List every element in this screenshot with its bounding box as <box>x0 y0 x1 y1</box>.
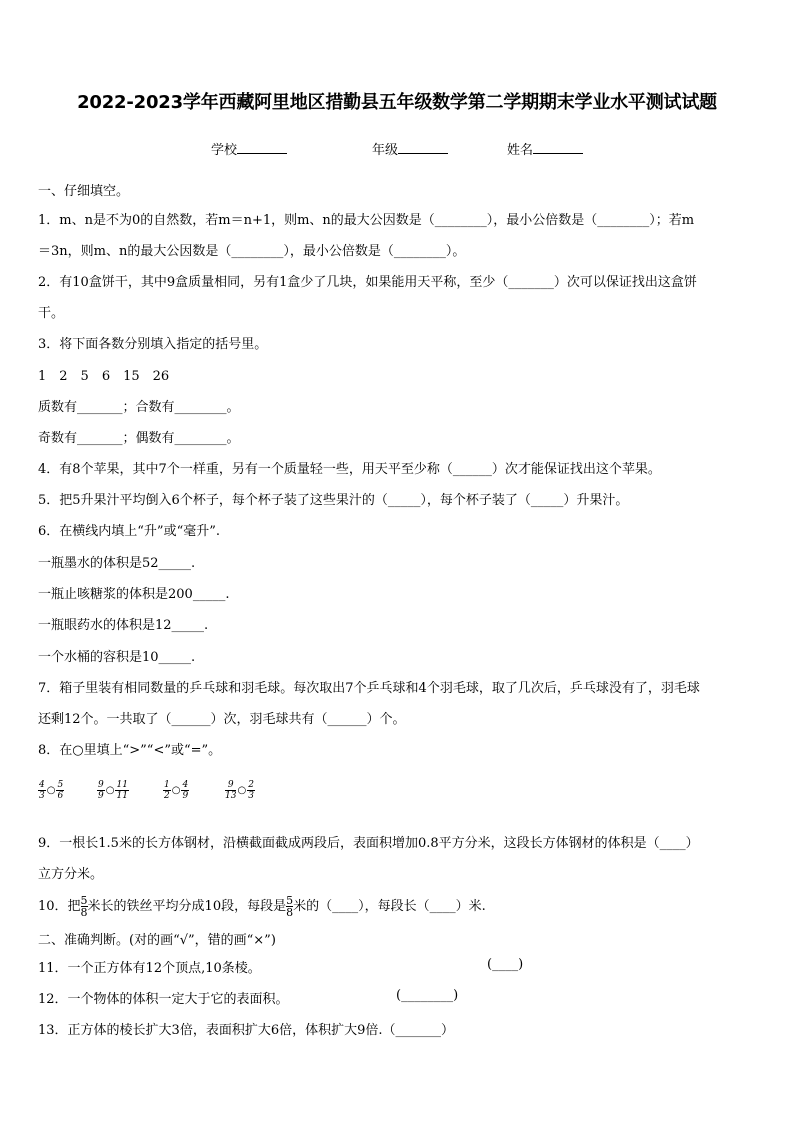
question-1-line-1: 1．m、n是不为0的自然数，若m＝n+1，则m、n的最大公因数是（________），最小公倍数是（________）；若m <box>38 213 695 228</box>
fraction: $\frac{11}{11}$ <box>116 780 128 801</box>
grade-field <box>372 139 448 158</box>
question-7-line-2: 还剩12个。一共取了（______）次，羽毛球共有（______）个。 <box>38 712 406 727</box>
compare-item-3 <box>163 780 189 801</box>
compare-circle[interactable]: ○ <box>237 785 247 796</box>
question-7-line-1: 7．箱子里装有相同数量的乒乓球和羽毛球。每次取出7个乒乓球和4个羽毛球，取了几次后，乒乓球没有了，羽毛球 <box>38 681 700 696</box>
question-2-line-2: 干。 <box>38 306 65 321</box>
school-label: 学校 <box>211 143 238 158</box>
school-field <box>211 139 287 158</box>
compare-circle[interactable]: ○ <box>46 785 56 796</box>
question-11-answer[interactable]: (____) <box>487 957 524 972</box>
question-6-line-1: 6．在横线内填上“升”或“毫升”. <box>38 524 220 539</box>
question-1-line-2: ＝3n，则m、n的最大公因数是（________），最小公倍数是（________）。 <box>38 244 466 259</box>
question-12: 12．一个物体的体积一定大于它的表面积。 <box>38 992 289 1007</box>
grade-blank[interactable] <box>398 140 448 154</box>
question-8-line-1: 8．在○里填上“>”“<”或“=”。 <box>38 743 222 758</box>
name-label: 姓名 <box>507 143 534 158</box>
question-10-middle: 米长的铁丝平均分成10段，每段是 <box>87 899 287 914</box>
fraction: $\frac{1}{2}$ <box>164 780 170 801</box>
question-9-line-1: 9．一根长1.5米的长方体钢材，沿横截面截成两段后，表面积增加0.8平方分米，这段长方体钢材的体积是（____） <box>38 836 699 851</box>
section-heading-2: 二、准确判断。(对的画“√”，错的画“×”) <box>38 933 276 948</box>
fraction: $\frac{4}{3}$ <box>39 780 45 801</box>
grade-label: 年级 <box>372 143 399 158</box>
question-6-eyedrops: 一瓶眼药水的体积是12_____. <box>38 618 209 633</box>
page-title: 2022-2023学年西藏阿里地区措勤县五年级数学第二学期期末学业水平测试试题 <box>77 92 717 113</box>
question-2-line-1: 2．有10盒饼干，其中9盒质量相同，另有1盒少了几块，如果能用天平称，至少（_______）次可以保证找出这盒饼 <box>38 275 697 290</box>
question-12-answer[interactable]: (________) <box>396 988 459 1003</box>
section-heading-1: 一、仔细填空。 <box>38 184 130 199</box>
fraction: $\frac{5}{6}$ <box>57 780 64 801</box>
question-3-line-1: 3．将下面各数分别填入指定的括号里。 <box>38 337 268 352</box>
question-3-odds: 奇数有_______；偶数有________。 <box>38 431 240 446</box>
question-11: 11．一个正方体有12个顶点,10条棱。 <box>38 961 261 976</box>
question-13: 13．正方体的棱长扩大3倍，表面积扩大6倍，体积扩大9倍.（_______） <box>38 1023 454 1038</box>
name-field <box>507 139 583 158</box>
compare-circle[interactable]: ○ <box>105 785 115 796</box>
question-4: 4．有8个苹果，其中7个一样重，另有一个质量轻一些，用天平至少称（______）次才能保证找出这个苹果。 <box>38 462 661 477</box>
fraction: $\frac{9}{9}$ <box>98 780 104 801</box>
question-5: 5．把5升果汁平均倒入6个杯子，每个杯子装了这些果汁的（_____），每个杯子装了（_____）升果汁。 <box>38 493 629 508</box>
question-3-numbers: 1 2 5 6 15 26 <box>38 369 170 384</box>
compare-circle[interactable]: ○ <box>171 785 181 796</box>
compare-item-1 <box>38 780 64 801</box>
compare-item-4 <box>225 780 255 801</box>
question-3-primes: 质数有_______；合数有________。 <box>38 400 240 415</box>
question-10-suffix: 米的（____），每段长（____）米. <box>293 899 486 914</box>
fraction: $\frac{5}{8}$ <box>286 894 294 919</box>
fraction: $\frac{5}{8}$ <box>80 894 88 919</box>
question-6-ink: 一瓶墨水的体积是52_____. <box>38 556 196 571</box>
question-6-bucket: 一个水桶的容积是10_____. <box>38 650 196 665</box>
compare-item-2 <box>97 780 129 801</box>
fraction: $\frac{2}{3}$ <box>248 780 254 801</box>
school-blank[interactable] <box>237 140 287 154</box>
question-6-syrup: 一瓶止咳糖浆的体积是200_____. <box>38 587 230 602</box>
question-10-prefix: 10．把 <box>38 899 81 914</box>
question-10 <box>38 895 486 918</box>
fraction: $\frac{4}{9}$ <box>182 780 189 801</box>
name-blank[interactable] <box>533 140 583 154</box>
fraction: $\frac{9}{13}$ <box>225 780 237 801</box>
question-9-line-2: 立方分米。 <box>38 867 104 882</box>
